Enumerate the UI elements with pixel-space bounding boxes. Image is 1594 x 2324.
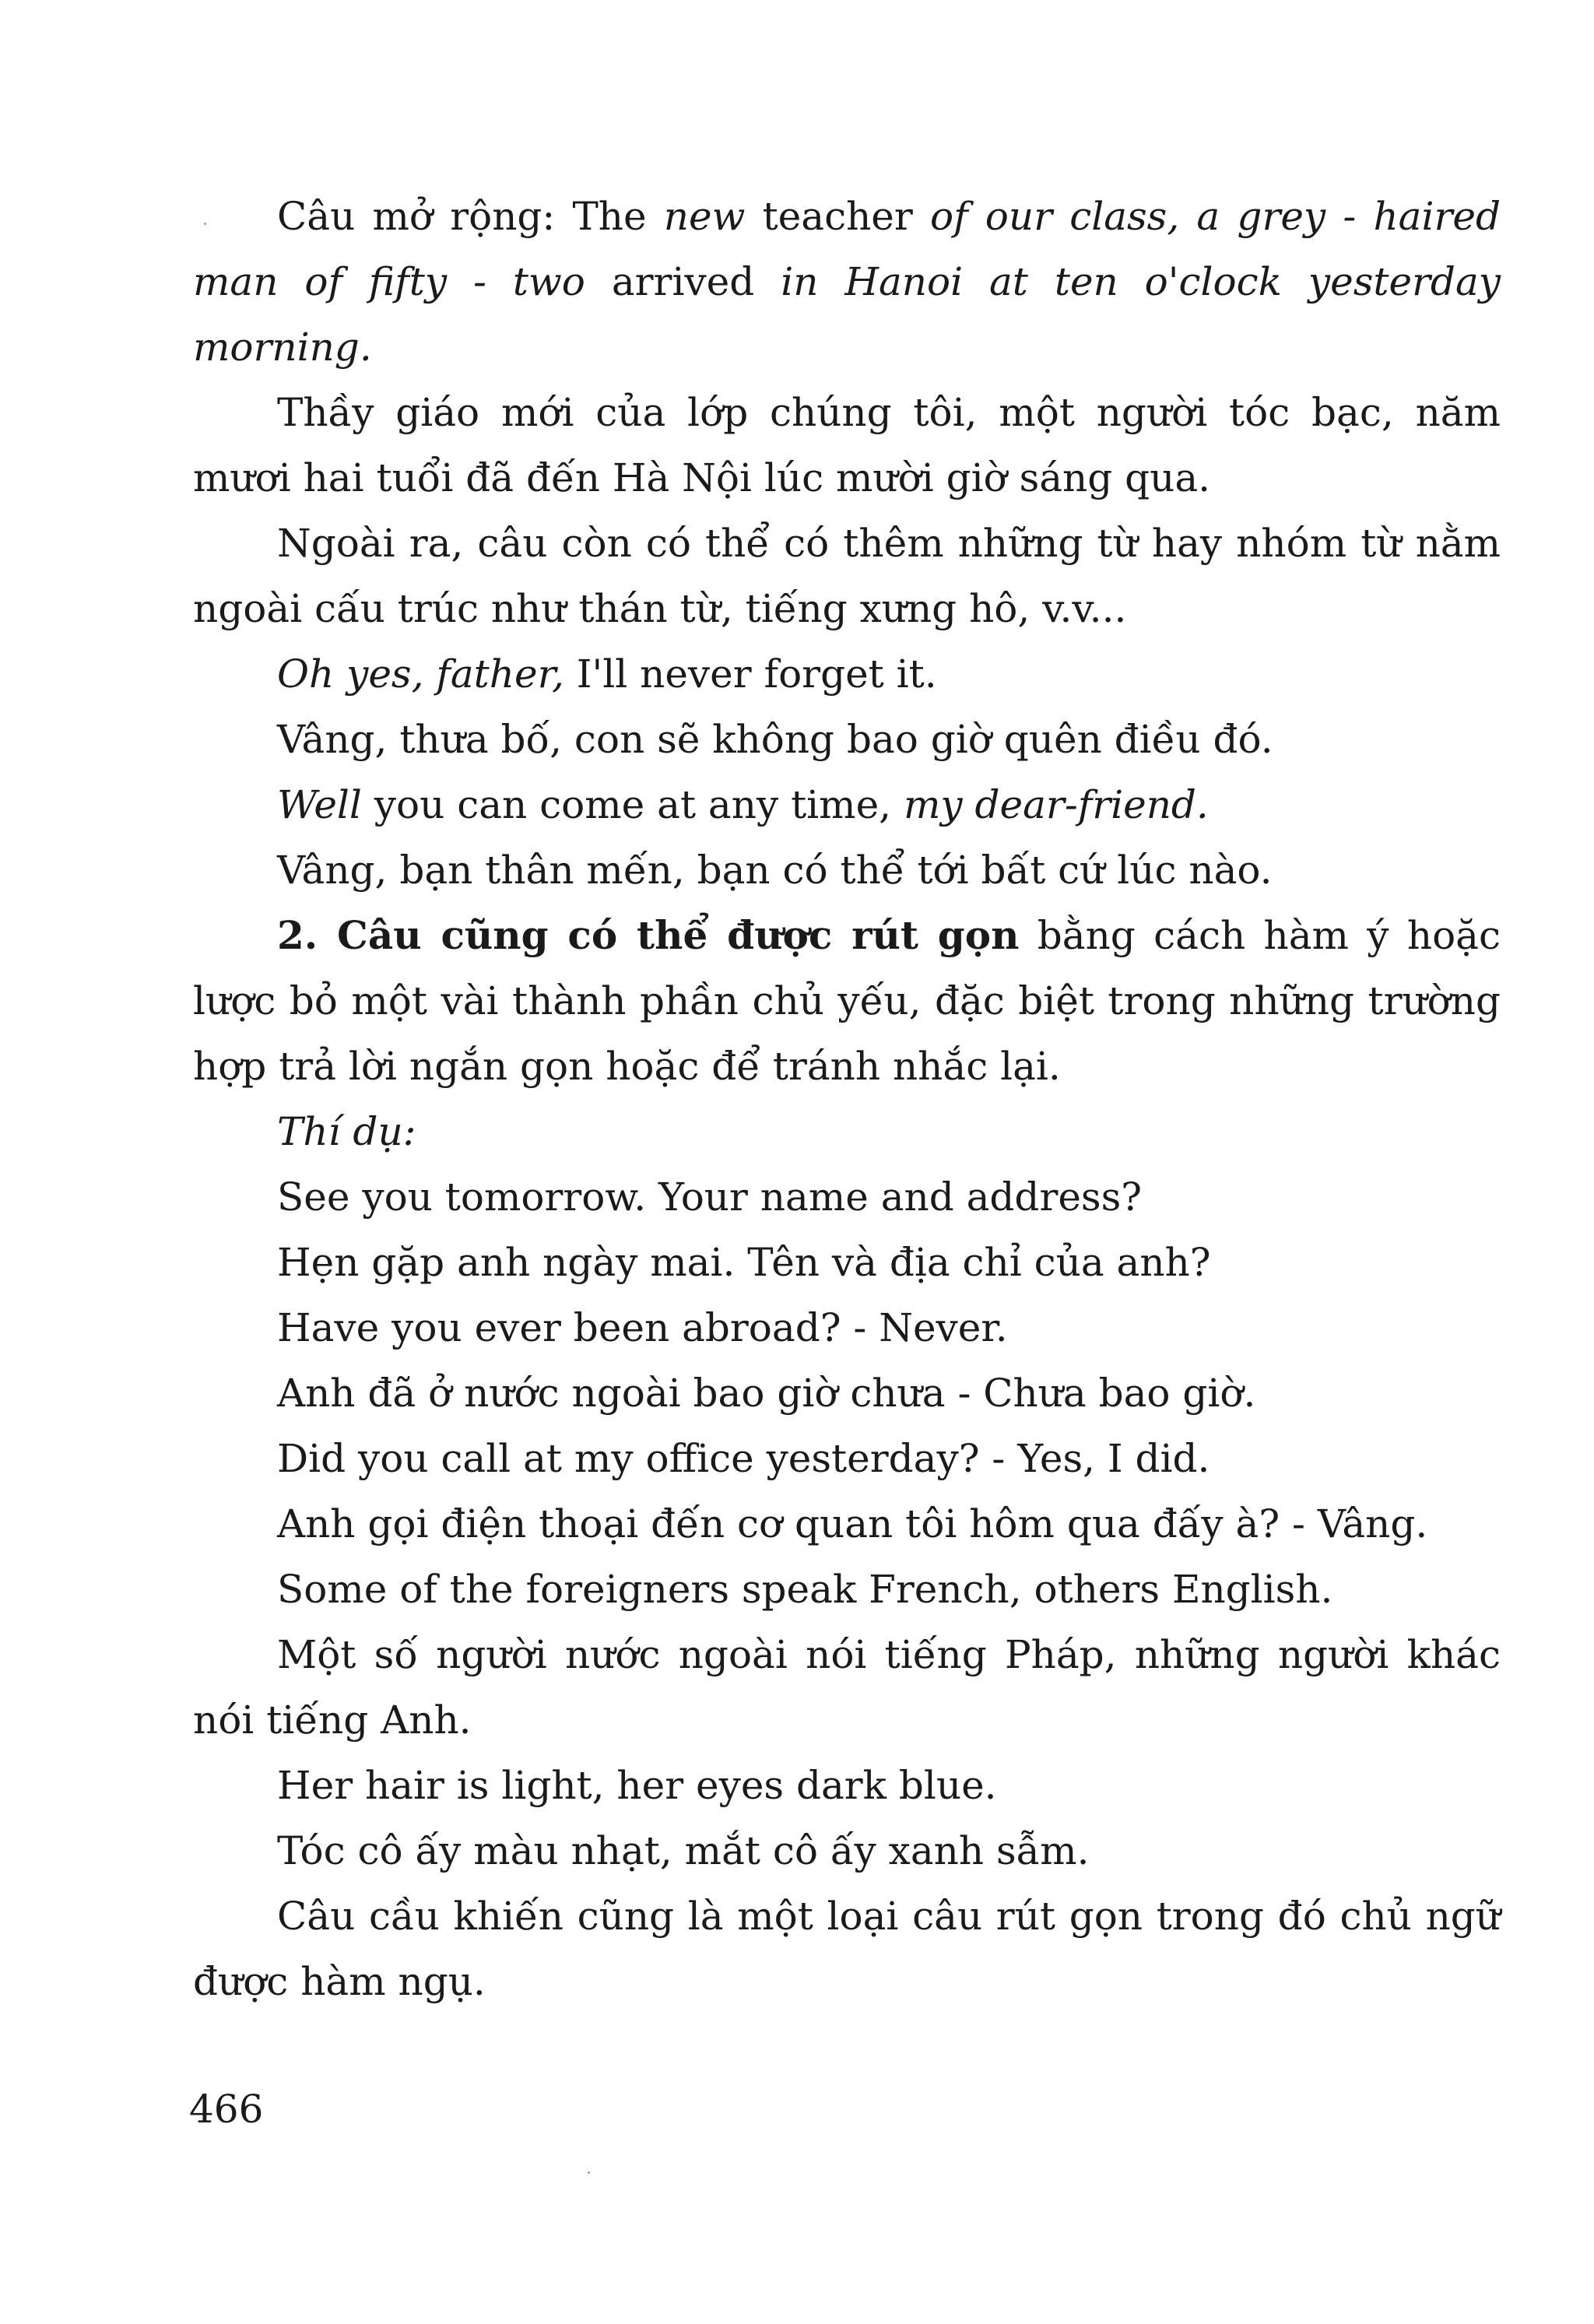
example-line: Một số người nước ngoài nói tiếng Pháp, những người khác nói tiếng Anh. <box>193 1632 1501 1743</box>
example-line: Vâng, bạn thân mến, bạn có thể tới bất cứ lúc nào. <box>277 848 1273 893</box>
paragraph-interjections: Ngoài ra, câu còn có thể có thêm những từ hay nhóm từ nằm ngoài cấu trúc như thán từ, tiếng xưng hô, v.v... <box>193 521 1501 631</box>
example-line: Anh đã ở nước ngoài bao giờ chưa - Chưa bao giờ. <box>277 1371 1256 1416</box>
page-number: 466 <box>189 2087 264 2132</box>
text-span: arrived <box>585 259 781 304</box>
paragraph-shortened-sentence <box>193 903 1501 1099</box>
paragraph-translation: Thầy giáo mới của lớp chúng tôi, một người tóc bạc, năm mươi hai tuổi đã đến Hà Nội lúc mười giờ sáng qua. <box>193 390 1501 500</box>
example-line <box>193 772 1501 837</box>
example-line: See you tomorrow. Your name and address? <box>277 1174 1143 1220</box>
text-span: I'll never forget it. <box>564 651 937 697</box>
paragraph-extended-sentence <box>193 184 1501 380</box>
example-line: Tóc cô ấy màu nhạt, mắt cô ấy xanh sẫm. <box>277 1828 1090 1873</box>
scan-speck <box>588 2171 590 2174</box>
italic-span: Oh yes, father, <box>277 651 564 697</box>
italic-span: Well <box>277 782 362 827</box>
example-line: Some of the foreigners speak French, others English. <box>277 1567 1333 1612</box>
text-span: you can come at any time, <box>361 782 904 827</box>
bold-heading-span: 2. Câu cũng có thể được rút gọn <box>277 912 1020 958</box>
example-line: Have you ever been abroad? - Never. <box>277 1305 1008 1350</box>
example-line: Vâng, thưa bố, con sẽ không bao giờ quên điều đó. <box>277 717 1273 762</box>
example-line: Anh gọi điện thoại đến cơ quan tôi hôm qua đấy à? - Vâng. <box>277 1501 1428 1546</box>
italic-span: new <box>663 194 746 239</box>
example-line: Did you call at my office yesterday? - Yes, I did. <box>277 1436 1210 1481</box>
paragraph-imperative: Câu cầu khiến cũng là một loại câu rút gọn trong đó chủ ngữ được hàm ngụ. <box>193 1894 1501 2004</box>
italic-span: my dear-friend. <box>903 782 1209 827</box>
italic-span: of our class, a grey - haired man of fifty - two <box>193 194 1501 304</box>
text-span: bằng cách hàm ý hoặc lược bỏ một vài thành phần chủ yếu, đặc biệt trong những trường hợp trả lời ngắn gọn hoặc để tránh nhắc lại. <box>193 913 1501 1089</box>
examples-label: Thí dụ: <box>277 1109 416 1154</box>
example-line <box>193 641 1501 707</box>
example-line: Hẹn gặp anh ngày mai. Tên và địa chỉ của anh? <box>277 1240 1211 1285</box>
example-line: Her hair is light, her eyes dark blue. <box>277 1763 997 1808</box>
body-text <box>193 184 1501 2014</box>
text-span: Câu mở rộng: The <box>277 194 664 239</box>
italic-span: in Hanoi at ten o'clock yesterday morning. <box>193 259 1501 370</box>
text-span: teacher <box>745 194 930 239</box>
